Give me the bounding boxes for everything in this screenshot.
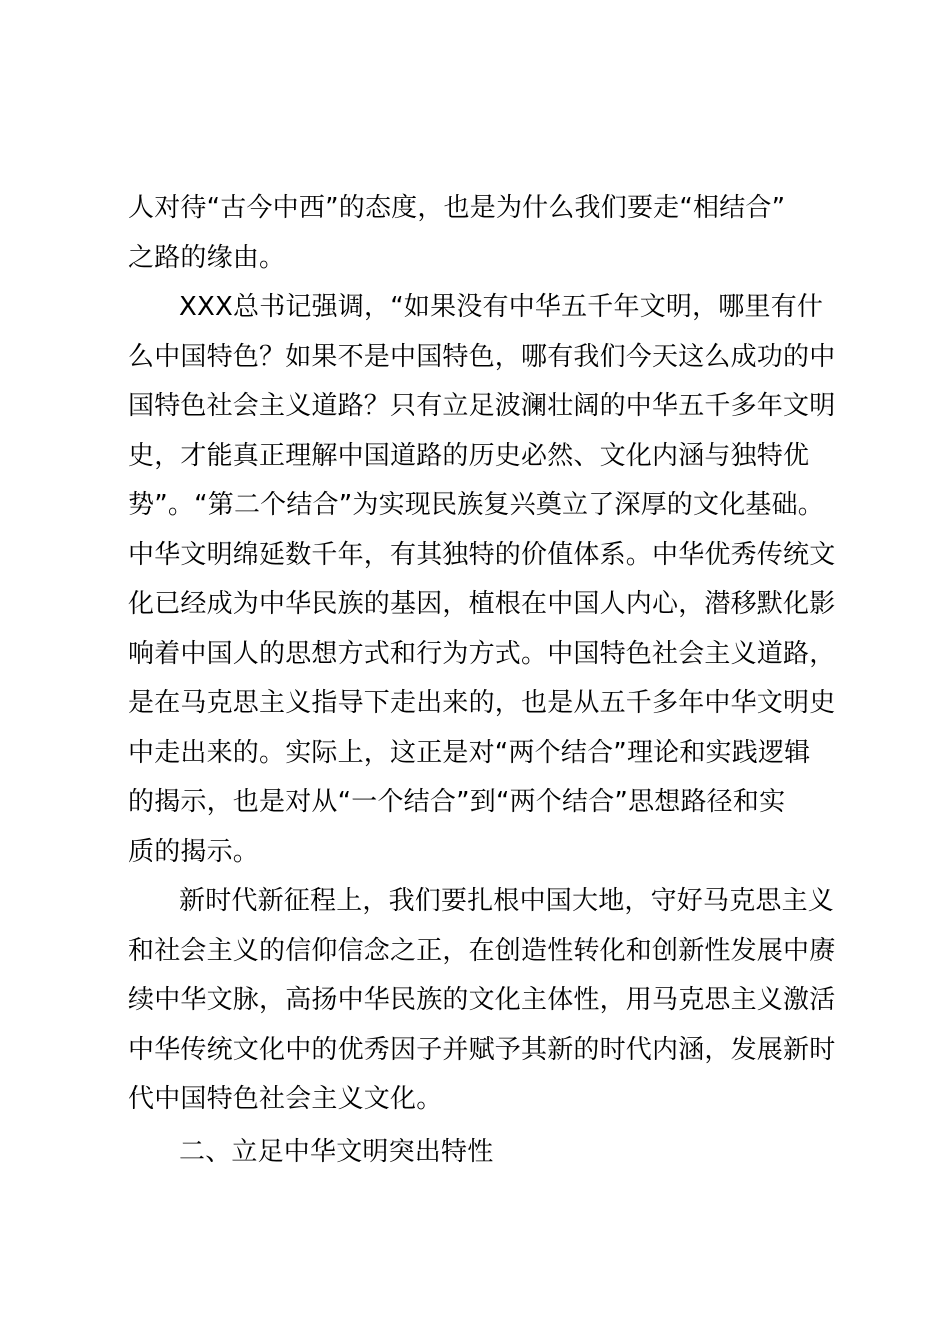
text-line: 中华传统文化中的优秀因子并赋予其新的时代内涵，发展新时 — [128, 1034, 836, 1065]
text-line: 中华文明绵延数千年，有其独特的价值体系。中华优秀传统文 — [128, 539, 836, 570]
text-line: 续中华文脉，高扬中华民族的文化主体性，用马克思主义激活 — [128, 985, 836, 1015]
text-line: 国特色社会主义道路？只有立足波澜壮阔的中华五千多年文明 — [128, 391, 836, 421]
text-line: 质的揭示。 — [128, 836, 260, 867]
text-line: 之路的缘由。 — [128, 242, 286, 273]
text-line: 代中国特色社会主义文化。 — [128, 1084, 443, 1114]
text-line: 势”。“第二个结合”为实现民族复兴奠立了深厚的文化基础。 — [128, 490, 825, 520]
body-text — [128, 184, 848, 1125]
section-heading: 二、立足中华文明突出特性 — [179, 1137, 494, 1167]
text-line: 史，才能真正理解中国道路的历史必然、文化内涵与独特优 — [128, 440, 810, 471]
text-line: 新时代新征程上，我们要扎根中国大地，守好马克思主义 — [179, 886, 835, 916]
text-line: 化已经成为中华民族的基因，植根在中国人内心，潜移默化影 — [128, 589, 836, 619]
text-line: 是在马克思主义指导下走出来的，也是从五千多年中华文明史 — [128, 688, 836, 718]
text-line: 的揭示，也是对从“一个结合”到“两个结合”思想路径和实 — [128, 787, 786, 817]
paragraph-second-combination — [128, 283, 848, 877]
text-line: 么中国特色？如果不是中国特色，哪有我们今天这么成功的中 — [128, 341, 836, 372]
paragraph-new-era — [128, 877, 848, 1125]
text-line: 响着中国人的思想方式和行为方式。中国特色社会主义道路， — [128, 638, 836, 669]
text-line: 和社会主义的信仰信念之正，在创造性转化和创新性发展中赓 — [128, 935, 836, 966]
paragraph-continuation — [128, 184, 848, 283]
text-line: 中走出来的。实际上，这正是对“两个结合”理论和实践逻辑 — [128, 737, 811, 768]
text-line: 人对待“古今中西”的态度，也是为什么我们要走“相结合” — [128, 193, 786, 223]
text-line: XXX总书记强调，“如果没有中华五千年文明，哪里有什 — [179, 292, 824, 322]
